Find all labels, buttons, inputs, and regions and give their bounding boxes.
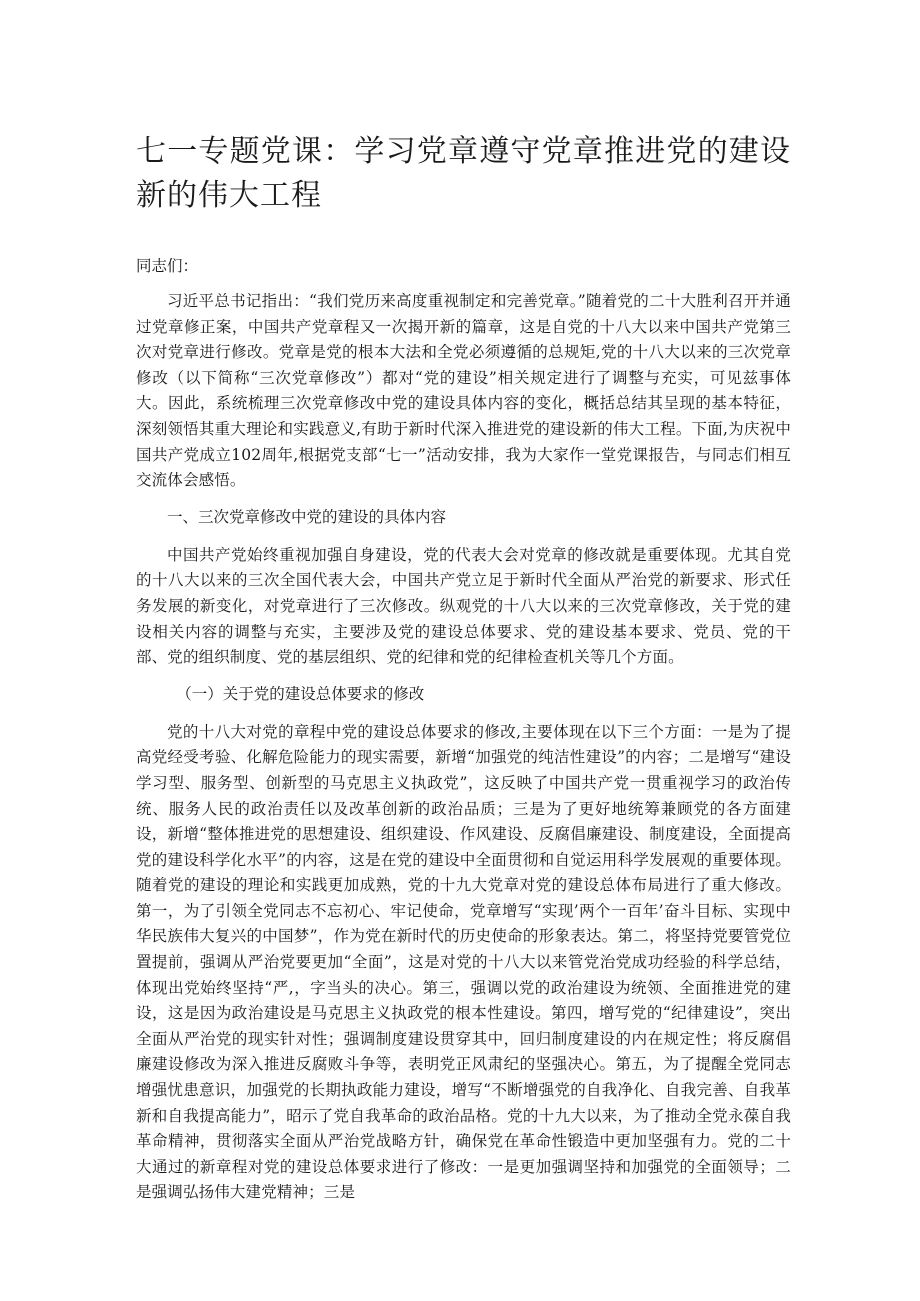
paragraph-intro: 习近平总书记指出：“我们党历来高度重视制定和完善党章。”随着党的二十大胜利召开并通过党章修正案，中国共产党章程又一次揭开新的篇章，这是自党的十八大以来中国共产党第三次对党章进行修改。党章是党的根本大法和全党必须遵循的总规矩,党的十八大以来的三次党章修改（以下简称“三次党章修改”）都对“党的建设”相关规定进行了调整与充实，可见兹事体大。因此，系统梳理三次党章修改中党的建设具体内容的变化，概括总结其呈现的基本特征，深刻领悟其重大理论和实践意义,有助于新时代深入推进党的建设新的伟大工程。下面,为庆祝中国共产党成立102周年,根据党支部“七一”活动安排，我为大家作一堂党课报告，与同志们相互交流体会感悟。 (136, 292, 791, 490)
subsection-heading-1: （一）关于党的建设总体要求的修改 (176, 684, 425, 703)
document-page (136, 130, 791, 1217)
paragraph-section-1: 中国共产党始终重视加强自身建设，党的代表大会对党章的修改就是重要体现。尤其自党的十八大以来的三次全国代表大会，中国共产党立足于新时代全面从严治党的新要求、形式任务发展的新变化，对党章进行了三次修改。纵观党的十八大以来的三次党章修改，关于党的建设相关内容的调整与充实，主要涉及党的建设总体要求、党的建设基本要求、党员、党的干部、党的组织制度、党的基层组织、党的纪律和党的纪律检查机关等几个方面。 (136, 545, 791, 667)
section-heading-1: 一、三次党章修改中党的建设的具体内容 (167, 507, 447, 526)
document-title: 七一专题党课：学习党章遵守党章推进党的建设新的伟大工程 (136, 134, 791, 213)
salutation: 同志们： (136, 257, 199, 275)
paragraph-subsection-1: 党的十八大对党的章程中党的建设总体要求的修改,主要体现在以下三个方面：一是为了提高党经受考验、化解危险能力的现实需要，新增“加强党的纯洁性建设”的内容；二是增写“建设学习型、服务型、创新型的马克思主义执政党”，这反映了中国共产党一贯重视学习的政治传统、服务人民的政治责任以及改革创新的政治品质；三是为了更好地统筹兼顾党的各方面建设，新增“整体推进党的思想建设、组织建设、作风建设、反腐倡廉建设、制度建设，全面提高党的建设科学化水平”的内容，这是在党的建设中全面贯彻和自觉运用科学发展观的重要体现。随着党的建设的理论和实践更加成熟，党的十九大党章对党的建设总体布局进行了重大修改。第一，为了引领全党同志不忘初心、牢记使命，党章增写“实现’两个一百年’奋斗目标、实现中华民族伟大复兴的中国梦”，作为党在新时代的历史使命的形象表达。第二，将坚持党要管党位置提前，强调从严治党要更加“全面”，这是对党的十八大以来管党治党成功经验的科学总结，体现出党始终坚持“严,，字当头的决心。第三，强调以党的政治建设为统领、全面推进党的建设，这是因为政治建设是马克思主义执政党的根本性建设。第四，增写党的“纪律建设”，突出全面从严治党的现实针对性；强调制度建设贯穿其中，回归制度建设的内在规定性；将反腐倡廉建设修改为深入推进反腐败斗争等，表明党正风肃纪的坚强决心。第五，为了提醒全党同志增强忧患意识，加强党的长期执政能力建设，增写“不断增强党的自我净化、自我完善、自我革新和自我提高能力”，昭示了党自我革命的政治品格。党的十九大以来，为了推动全党永葆自我革命精神，贯彻落实全面从严治党战略方针，确保党在革命性锻造中更加坚强有力。党的二十大通过的新章程对党的建设总体要求进行了修改：一是更加强调坚持和加强党的全面领导；二是强调弘扬伟大建党精神；三是 (136, 722, 791, 1202)
